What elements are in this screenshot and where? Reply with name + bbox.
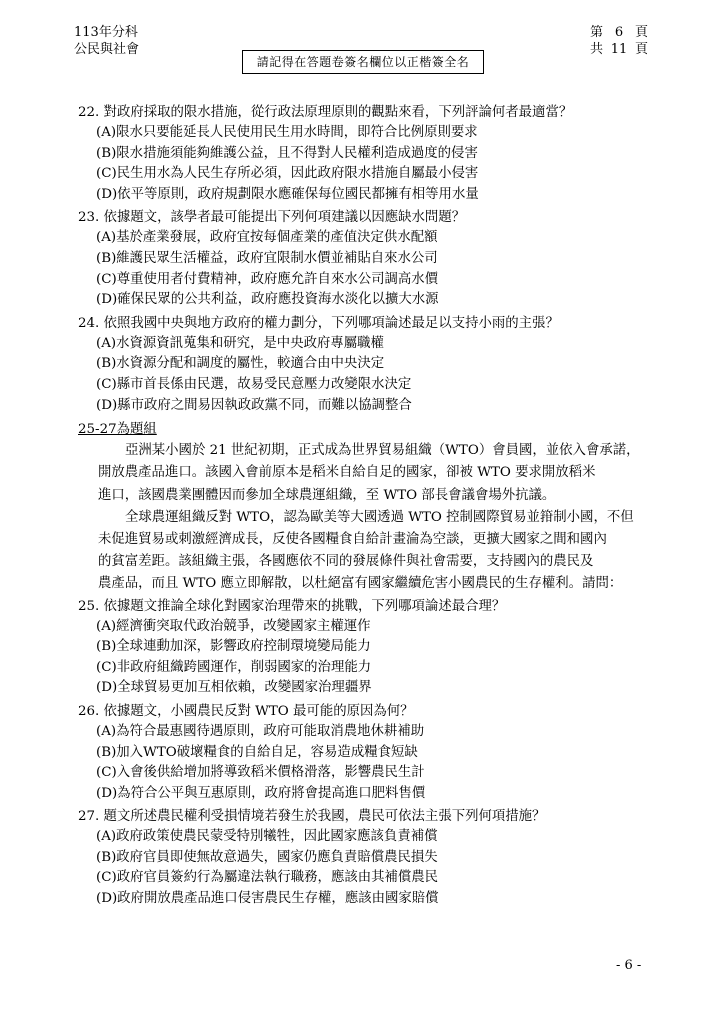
option-b: (B)全球連動加深，影響政府控制環境變局能力	[96, 639, 371, 655]
option-d: (D)政府開放農產品進口侵害農民生存權，應該由國家賠償	[96, 891, 439, 907]
question-stem: 27. 題文所述農民權利受損情境若發生於我國，農民可依法主張下列何項措施？	[78, 809, 546, 825]
option-b: (B)維護民眾生活權益，政府宜限制水價並補貼自來水公司	[96, 250, 438, 266]
passage-paragraph-2	[78, 507, 658, 596]
question-stem: 24. 依照我國中央與地方政府的權力劃分，下列哪項論述最足以支持小雨的主張？	[78, 315, 559, 331]
question-stem: 22. 對政府採取的限水措施，從行政法原理原則的觀點來看，下列評論何者最適當？	[78, 105, 573, 120]
total-prefix: 共	[590, 42, 604, 57]
option-d: (D)為符合公平與互惠原則，政府將會提高進口肥料售價	[96, 785, 426, 801]
passage-paragraph-1	[78, 440, 658, 507]
page-footer-number: - 6 -	[616, 958, 642, 973]
passage-line: 未促進貿易或刺激經濟成長，反使各國糧食自給計畫淪為空談，更擴大國家之間和國內	[98, 531, 607, 547]
option-d: (D)全球貿易更加互相依賴，改變國家治理疆界	[96, 680, 372, 696]
option-d: (D)依平等原則，政府規劃限水應確保每位國民都擁有相等用水量	[96, 186, 479, 202]
question-26	[78, 701, 658, 804]
passage-line: 開放農產品進口。該國入會前原本是稻米自給自足的國家，卻被 WTO 要求開放稻米	[98, 465, 596, 481]
question-23	[78, 207, 658, 310]
option-d: (D)確保民眾的公共利益，政府應投資海水淡化以擴大水源	[96, 292, 439, 308]
passage-line: 全球農運組織反對 WTO，認為歐美等大國透過 WTO 控制國際貿易並箝制小國，不但	[125, 509, 634, 525]
option-b: (B)加入WTO破壞糧食的自給自足，容易造成糧食短缺	[96, 744, 418, 760]
question-stem: 25. 依據題文推論全球化對國家治理帶來的挑戰，下列哪項論述最合理？	[78, 598, 506, 614]
option-a: (A)政府政策使農民蒙受特別犧牲，因此國家應該負責補償	[96, 829, 438, 845]
header-subject-block	[74, 24, 139, 58]
passage-line: 進口，該國農業團體因而參加全球農運組織，至 WTO 部長會議會場外抗議。	[98, 487, 556, 503]
header-total-row	[590, 41, 648, 58]
option-b: (B)水資源分配和調度的屬性，較適合由中央決定	[96, 356, 385, 372]
option-a: (A)經濟衝突取代政治競爭，改變國家主權運作	[96, 618, 371, 634]
option-c: (C)民生用水為人民生存所必須，因此政府限水措施自屬最小侵害	[96, 166, 479, 182]
header-subject: 公民與社會	[74, 42, 140, 57]
total-pages: 11	[610, 42, 628, 57]
passage-line: 農產品，而且 WTO 應立即解散，以杜絕富有國家繼續危害小國農民的生存權利。請問：	[98, 576, 623, 592]
header-year-subject: 113年分科	[74, 25, 138, 40]
question-27	[78, 806, 658, 909]
option-d: (D)縣市政府之間易因執政政黨不同，而難以協調整合	[96, 397, 412, 413]
question-stem: 26. 依據題文，小國農民反對 WTO 最可能的原因為何？	[78, 703, 414, 719]
header-page-block	[590, 24, 648, 58]
option-b: (B)限水措施須能夠維護公益，且不得對人民權利造成過度的侵害	[96, 145, 478, 161]
exam-content	[78, 102, 658, 912]
option-c: (C)入會後供給增加將導致稻米價格滑落，影響農民生計	[96, 765, 425, 781]
option-a: (A)水資源資訊蒐集和研究，是中央政府專屬職權	[96, 335, 384, 351]
option-c: (C)非政府組織跨國運作，削弱國家的治理能力	[96, 659, 372, 675]
signature-notice-box: 請記得在答題卷簽名欄位以正楷簽全名	[242, 50, 484, 74]
page-prefix: 第	[590, 25, 604, 40]
passage-line: 的貧富差距。該組織主張，各國應依不同的發展條件與社會需要，支持國內的農民及	[98, 554, 594, 570]
question-group-label: 25-27為題組	[78, 422, 157, 438]
question-stem: 23. 依據題文，該學者最可能提出下列何項建議以因應缺水問題？	[78, 210, 466, 226]
question-24	[78, 313, 658, 416]
question-22	[78, 102, 658, 205]
question-25	[78, 596, 658, 699]
total-suffix: 頁	[634, 42, 648, 57]
option-a: (A)基於產業發展，政府宜按每個產業的產值決定供水配額	[96, 230, 438, 246]
option-a: (A)限水只要能延長人民使用民生用水時間，即符合比例原則要求	[96, 125, 478, 140]
option-a: (A)為符合最惠國待遇原則，政府可能取消農地休耕補助	[96, 723, 425, 739]
option-b: (B)政府官員即使無故意過失，國家仍應負責賠償農民損失	[96, 849, 438, 865]
page-suffix: 頁	[634, 25, 648, 40]
header-page-row	[590, 24, 648, 41]
option-c: (C)縣市首長係由民選，故易受民意壓力改變限水決定	[96, 376, 412, 392]
passage-line: 亞洲某小國於 21 世紀初期，正式成為世界貿易組織（WTO）會員國，並依入會承諾，	[125, 443, 640, 459]
option-c: (C)政府官員簽約行為屬違法執行職務，應該由其補償農民	[96, 870, 439, 886]
page-number: 6	[614, 25, 624, 40]
option-c: (C)尊重使用者付費精神，政府應允許自來水公司調高水價	[96, 271, 439, 287]
